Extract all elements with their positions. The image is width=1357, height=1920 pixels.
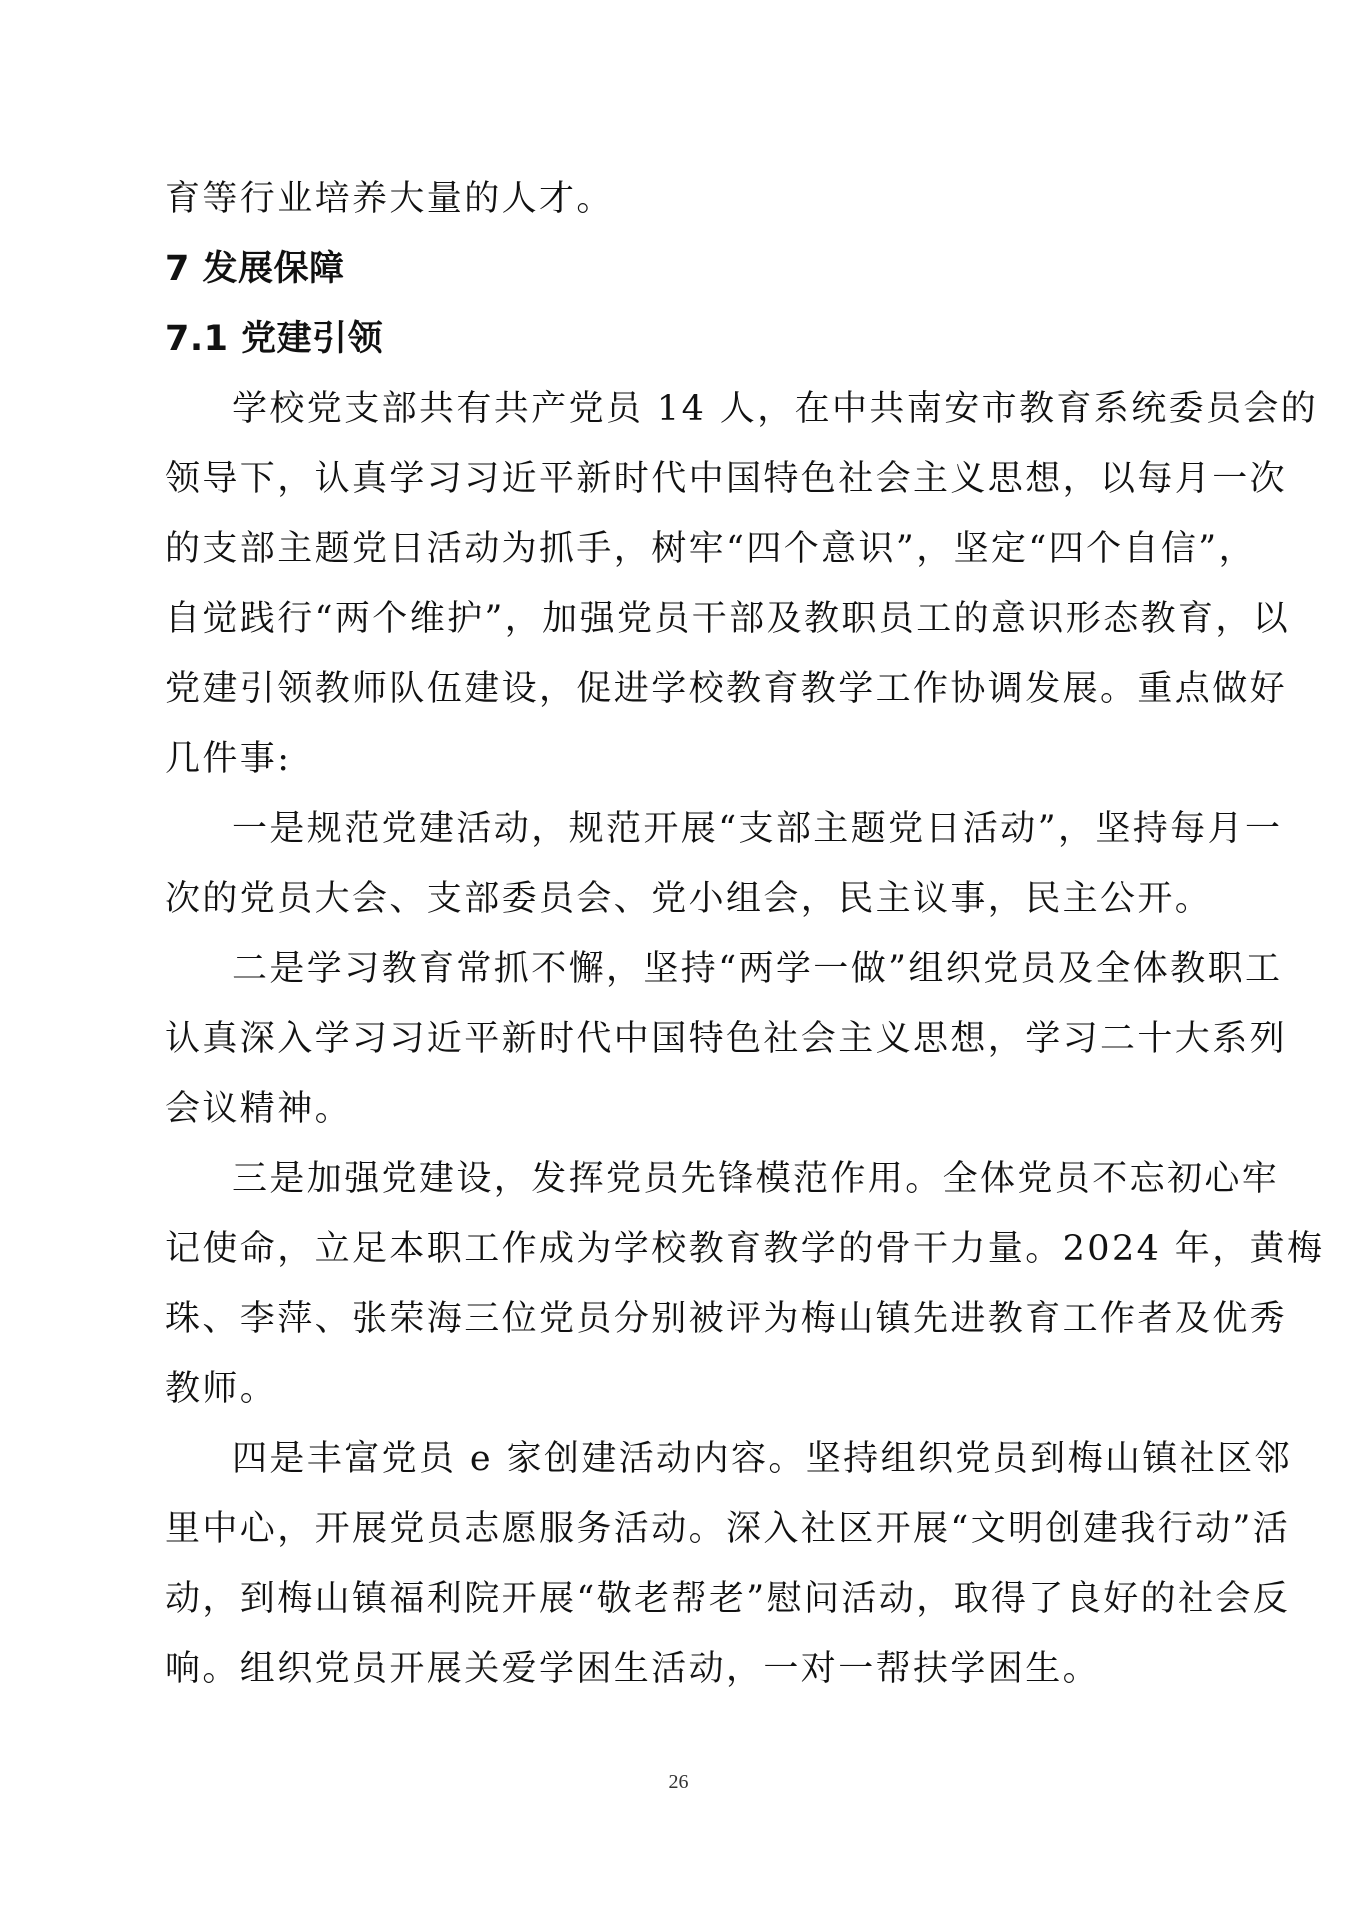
paragraph-line: 学校党支部共有共产党员 14 人，在中共南安市教育系统委员会的 <box>232 389 1319 429</box>
paragraph-line: 动，到梅山镇福利院开展“敬老帮老”慰问活动，取得了良好的社会反 <box>165 1579 1291 1619</box>
section-heading: 7 发展保障 <box>165 249 345 289</box>
paragraph-line: 记使命，立足本职工作成为学校教育教学的骨干力量。2024 年，黄梅 <box>165 1229 1325 1269</box>
paragraph-line: 会议精神。 <box>165 1089 353 1129</box>
paragraph-line: 一是规范党建活动，规范开展“支部主题党日活动”，坚持每月一 <box>232 809 1283 849</box>
paragraph-line: 二是学习教育常抓不懈，坚持“两学一做”组织党员及全体教职工 <box>232 949 1283 989</box>
page-number: 26 <box>668 1771 689 1793</box>
paragraph-line: 三是加强党建设，发挥党员先锋模范作用。全体党员不忘初心牢 <box>232 1159 1280 1199</box>
paragraph-line: 几件事: <box>165 739 292 779</box>
paragraph-line: 次的党员大会、支部委员会、党小组会，民主议事，民主公开。 <box>165 879 1213 919</box>
paragraph-line: 教师。 <box>165 1369 278 1409</box>
paragraph-line: 四是丰富党员 e 家创建活动内容。坚持组织党员到梅山镇社区邻 <box>232 1439 1292 1479</box>
paragraph-line: 认真深入学习习近平新时代中国特色社会主义思想，学习二十大系列 <box>165 1019 1288 1059</box>
paragraph-line: 珠、李萍、张荣海三位党员分别被评为梅山镇先进教育工作者及优秀 <box>165 1299 1288 1339</box>
subsection-heading: 7.1 党建引领 <box>165 319 384 359</box>
paragraph-line: 响。组织党员开展关爱学困生活动，一对一帮扶学困生。 <box>165 1649 1101 1689</box>
paragraph-line: 自觉践行“两个维护”，加强党员干部及教职员工的意识形态教育，以 <box>165 599 1291 639</box>
paragraph-line: 党建引领教师队伍建设，促进学校教育教学工作协调发展。重点做好 <box>165 669 1288 709</box>
paragraph-line: 的支部主题党日活动为抓手，树牢“四个意识”，坚定“四个自信”， <box>165 529 1256 569</box>
paragraph-line: 领导下，认真学习习近平新时代中国特色社会主义思想，以每月一次 <box>165 459 1288 499</box>
paragraph-line: 里中心，开展党员志愿服务活动。深入社区开展“文明创建我行动”活 <box>165 1509 1291 1549</box>
text-line: 育等行业培养大量的人才。 <box>165 179 614 219</box>
